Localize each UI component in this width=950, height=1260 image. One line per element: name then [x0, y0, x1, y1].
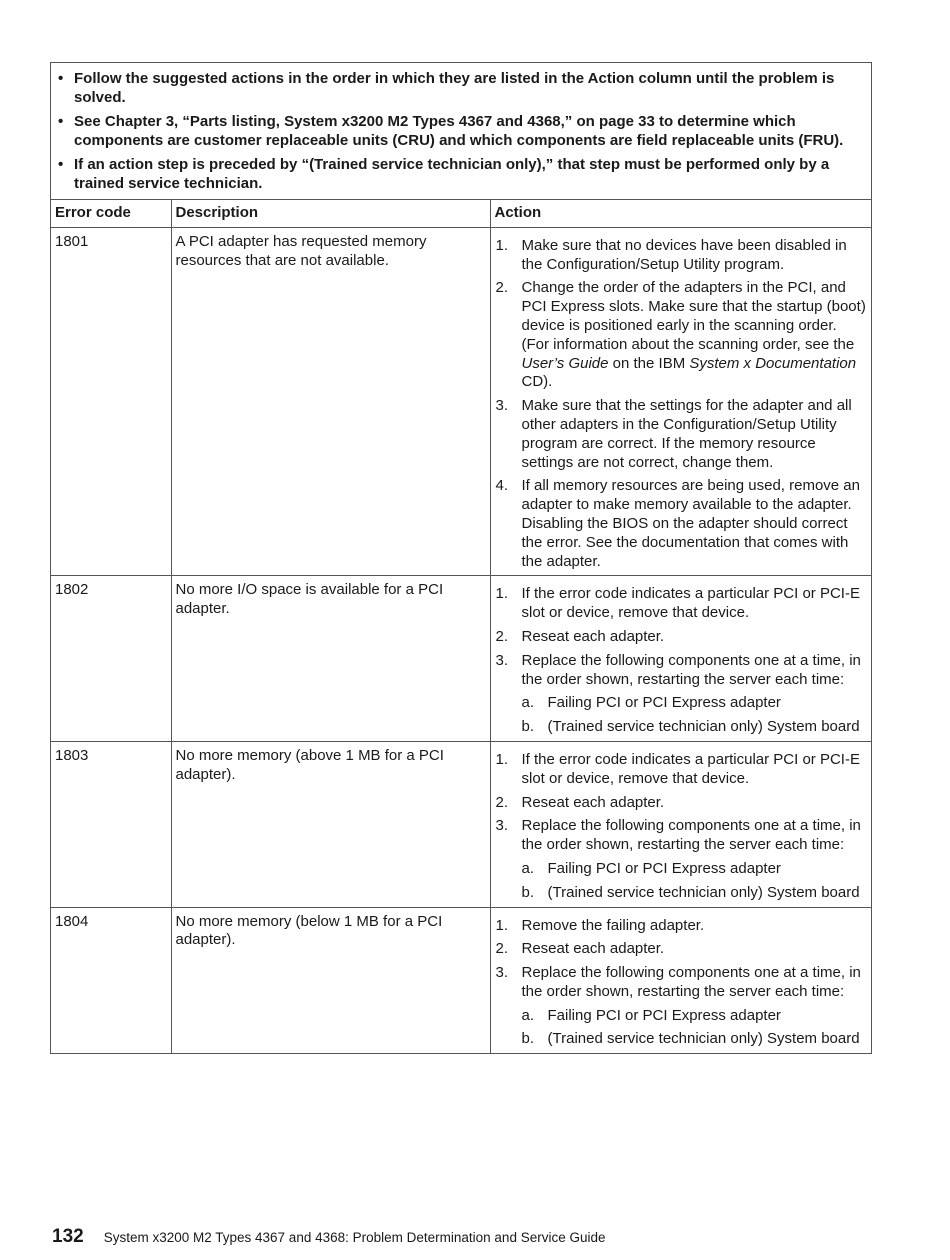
- description-cell: No more memory (above 1 MB for a PCI adapter).: [171, 741, 490, 907]
- error-code-table-frame: [50, 62, 872, 1054]
- action-cell: [490, 576, 871, 742]
- description-cell: No more memory (below 1 MB for a PCI adapter).: [171, 907, 490, 1053]
- note-item: • If an action step is preceded by “(Trained service technician only),” that step must be performed only by a trained service technician.: [58, 156, 830, 192]
- action-substep: a. Failing PCI or PCI Express adapter: [521, 1006, 781, 1024]
- action-steps: [496, 751, 868, 903]
- action-step: 1. Make sure that no devices have been disabled in the Configuration/Setup Utility program.: [495, 236, 847, 273]
- page-footer: [52, 1226, 606, 1248]
- note-item: • See Chapter 3, “Parts listing, System x3200 M2 Types 4367 and 4368,” on page 33 to determine which components are customer replaceable units (CRU) and which components are field replaceable units (FRU).: [58, 113, 844, 149]
- action-step: 2. Change the order of the adapters in the PCI, and PCI Express slots. Make sure that the startup (boot) device is positioned early in the scanning order. (For information about the scanning order, see the User’s Guide on the IBM System x Documentation CD).: [495, 279, 866, 391]
- header-action: Action: [490, 200, 871, 228]
- error-code-cell: 1802: [51, 576, 171, 742]
- action-step: 1. If the error code indicates a particular PCI or PCI-E slot or device, remove that device.: [495, 585, 860, 622]
- page-number: 132: [52, 1226, 84, 1247]
- action-step: 3. Make sure that the settings for the adapter and all other adapters in the Configuration/Setup Utility program are correct. If the memory resource settings are not correct, change them.: [495, 397, 852, 471]
- action-step: 4. If all memory resources are being used, remove an adapter to make memory available to the adapter. Disabling the BIOS on the adapter should correct the error. See the documentation that comes with the adapter.: [495, 477, 860, 570]
- action-cell: [490, 907, 871, 1053]
- action-step: 2. Reseat each adapter.: [495, 940, 665, 958]
- header-error-code: Error code: [51, 200, 171, 228]
- action-substeps: [522, 694, 868, 737]
- action-steps: [496, 237, 868, 572]
- action-cell: [490, 741, 871, 907]
- action-steps: [496, 917, 868, 1050]
- action-step: 3. Replace the following components one at a time, in the order shown, restarting the server each time: a. Failing PCI or PCI Express adapter b. (Trained service technician only) System board: [496, 652, 868, 737]
- usage-notes: [51, 63, 871, 199]
- action-step: 3. Replace the following components one at a time, in the order shown, restarting the server each time: a. Failing PCI or PCI Express adapter b. (Trained service technician only) System board: [496, 817, 868, 902]
- note-item: • Follow the suggested actions in the order in which they are listed in the Action column until the problem is solved.: [58, 70, 835, 106]
- action-substep: a. Failing PCI or PCI Express adapter: [521, 859, 781, 877]
- table-row: [51, 741, 871, 907]
- bullet-icon: •: [58, 70, 64, 87]
- action-step: 1. If the error code indicates a particular PCI or PCI-E slot or device, remove that device.: [495, 750, 860, 787]
- error-code-cell: 1801: [51, 227, 171, 576]
- description-cell: No more I/O space is available for a PCI adapter.: [171, 576, 490, 742]
- action-substep: b. (Trained service technician only) System board: [521, 718, 860, 736]
- error-code-cell: 1804: [51, 907, 171, 1053]
- action-substep: b. (Trained service technician only) System board: [521, 1030, 860, 1048]
- action-substeps: [522, 1007, 868, 1050]
- table-header-row: [51, 200, 871, 228]
- action-steps: [496, 585, 868, 737]
- bullet-icon: •: [58, 156, 64, 173]
- footer-title: System x3200 M2 Types 4367 and 4368: Problem Determination and Service Guide: [103, 1230, 606, 1245]
- action-step: 2. Reseat each adapter.: [495, 627, 665, 645]
- error-code-table: [51, 199, 871, 1053]
- action-substep: b. (Trained service technician only) System board: [521, 883, 860, 901]
- action-substeps: [522, 860, 868, 903]
- error-code-cell: 1803: [51, 741, 171, 907]
- table-row: [51, 907, 871, 1053]
- action-step: 2. Reseat each adapter.: [495, 793, 665, 811]
- bullet-icon: •: [58, 113, 64, 130]
- description-cell: A PCI adapter has requested memory resources that are not available.: [171, 227, 490, 576]
- action-cell: [490, 227, 871, 576]
- action-step: 3. Replace the following components one at a time, in the order shown, restarting the server each time: a. Failing PCI or PCI Express adapter b. (Trained service technician only) System board: [496, 964, 868, 1049]
- action-substep: a. Failing PCI or PCI Express adapter: [521, 694, 781, 712]
- table-row: [51, 227, 871, 576]
- table-row: [51, 576, 871, 742]
- action-step: 1. Remove the failing adapter.: [495, 916, 705, 934]
- header-description: Description: [171, 200, 490, 228]
